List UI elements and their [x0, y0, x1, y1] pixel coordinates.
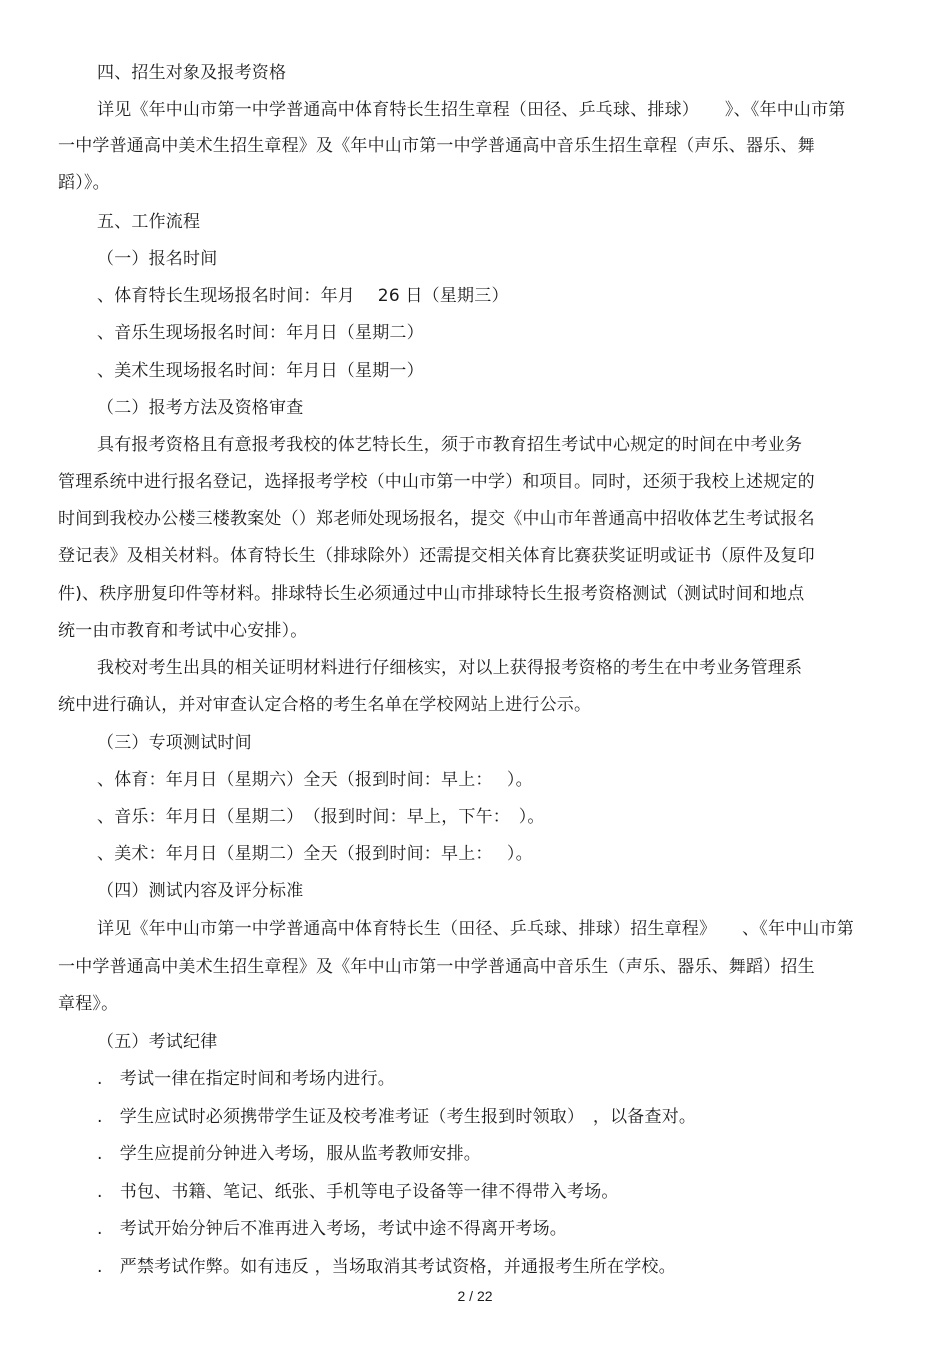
paragraph-line: 登记表》及相关材料。体育特长生（排球除外）还需提交相关体育比赛获奖证明或证书（原件及复印: [58, 546, 815, 566]
paragraph-line: 章程》。: [58, 994, 119, 1014]
subsection-heading: （四）测试内容及评分标准: [97, 881, 304, 901]
list-item: . 书包、书籍、笔记、纸张、手机等电子设备等一律不得带入考场。: [97, 1182, 619, 1202]
paragraph-line: 一中学普通高中美术生招生章程》及《年中山市第一中学普通高中音乐生招生章程（声乐、器乐、舞: [58, 136, 815, 156]
paragraph-line: 详见《年中山市第一中学普通高中体育特长生（田径、乒乓球、排球）招生章程》 、《年中山市第: [97, 919, 854, 939]
paragraph-line: 我校对考生出具的相关证明材料进行仔细核实，对以上获得报考资格的考生在中考业务管理系: [97, 658, 803, 678]
list-item: . 考试开始分钟后不准再进入考场，考试中途不得离开考场。: [97, 1219, 568, 1239]
subsection-heading: （二）报考方法及资格审查: [97, 398, 304, 418]
paragraph-line: 统中进行确认，并对审查认定合格的考生名单在学校网站上进行公示。: [58, 695, 592, 715]
list-item: . 学生应提前分钟进入考场，服从监考教师安排。: [97, 1144, 482, 1164]
paragraph-line: 具有报考资格且有意报考我校的体艺特长生，须于市教育招生考试中心规定的时间在中考业务: [97, 435, 803, 455]
paragraph-line: 件)、秩序册复印件等材料。排球特长生必须通过中山市排球特长生报考资格测试（测试时间和地点: [58, 584, 805, 604]
list-item: 、音乐生现场报名时间：年月日（星期二）: [97, 323, 424, 343]
list-item: 、体育：年月日（星期六）全天（报到时间：早上： ）。: [97, 770, 533, 790]
section-heading-5: 五、工作流程: [97, 212, 201, 232]
list-item: 、美术生现场报名时间：年月日（星期一）: [97, 361, 424, 381]
subsection-heading: （三）专项测试时间: [97, 733, 252, 753]
paragraph-line: 一中学普通高中美术生招生章程》及《年中山市第一中学普通高中音乐生（声乐、器乐、舞蹈）招生: [58, 957, 815, 977]
paragraph-line: 管理系统中进行报名登记，选择报考学校（中山市第一中学）和项目。同时，还须于我校上述规定的: [58, 472, 815, 492]
paragraph-line: 统一由市教育和考试中心安排）。: [58, 621, 308, 641]
list-item: 、音乐：年月日（星期二） （报到时间：早上，下午： ）。: [97, 807, 545, 827]
subsection-heading: （五）考试纪律: [97, 1032, 218, 1052]
section-heading-4: 四、招生对象及报考资格: [97, 63, 287, 83]
list-item: 、美术：年月日（星期二）全天（报到时间：早上： ）。: [97, 844, 533, 864]
list-item: . 学生应试时必须携带学生证及校考准考证（考生报到时领取） ，以备查对。: [97, 1107, 697, 1127]
list-item: . 严禁考试作弊。如有违反 ，当场取消其考试资格，并通报考生所在学校。: [97, 1257, 676, 1277]
list-item: 、体育特长生现场报名时间：年月 26 日（星期三）: [97, 286, 509, 306]
paragraph-line: 时间到我校办公楼三楼教案处（）郑老师处现场报名，提交《中山市年普通高中招收体艺生考试报名: [58, 509, 815, 529]
paragraph-line: 蹈）》。: [58, 173, 110, 193]
list-item: . 考试一律在指定时间和考场内进行。: [97, 1069, 396, 1089]
page-number: 2 / 22: [457, 1288, 493, 1304]
subsection-heading: （一）报名时间: [97, 249, 218, 269]
paragraph-line: 详见《年中山市第一中学普通高中体育特长生招生章程（田径、乒乓球、排球） 》、《年中山市第: [97, 100, 846, 120]
